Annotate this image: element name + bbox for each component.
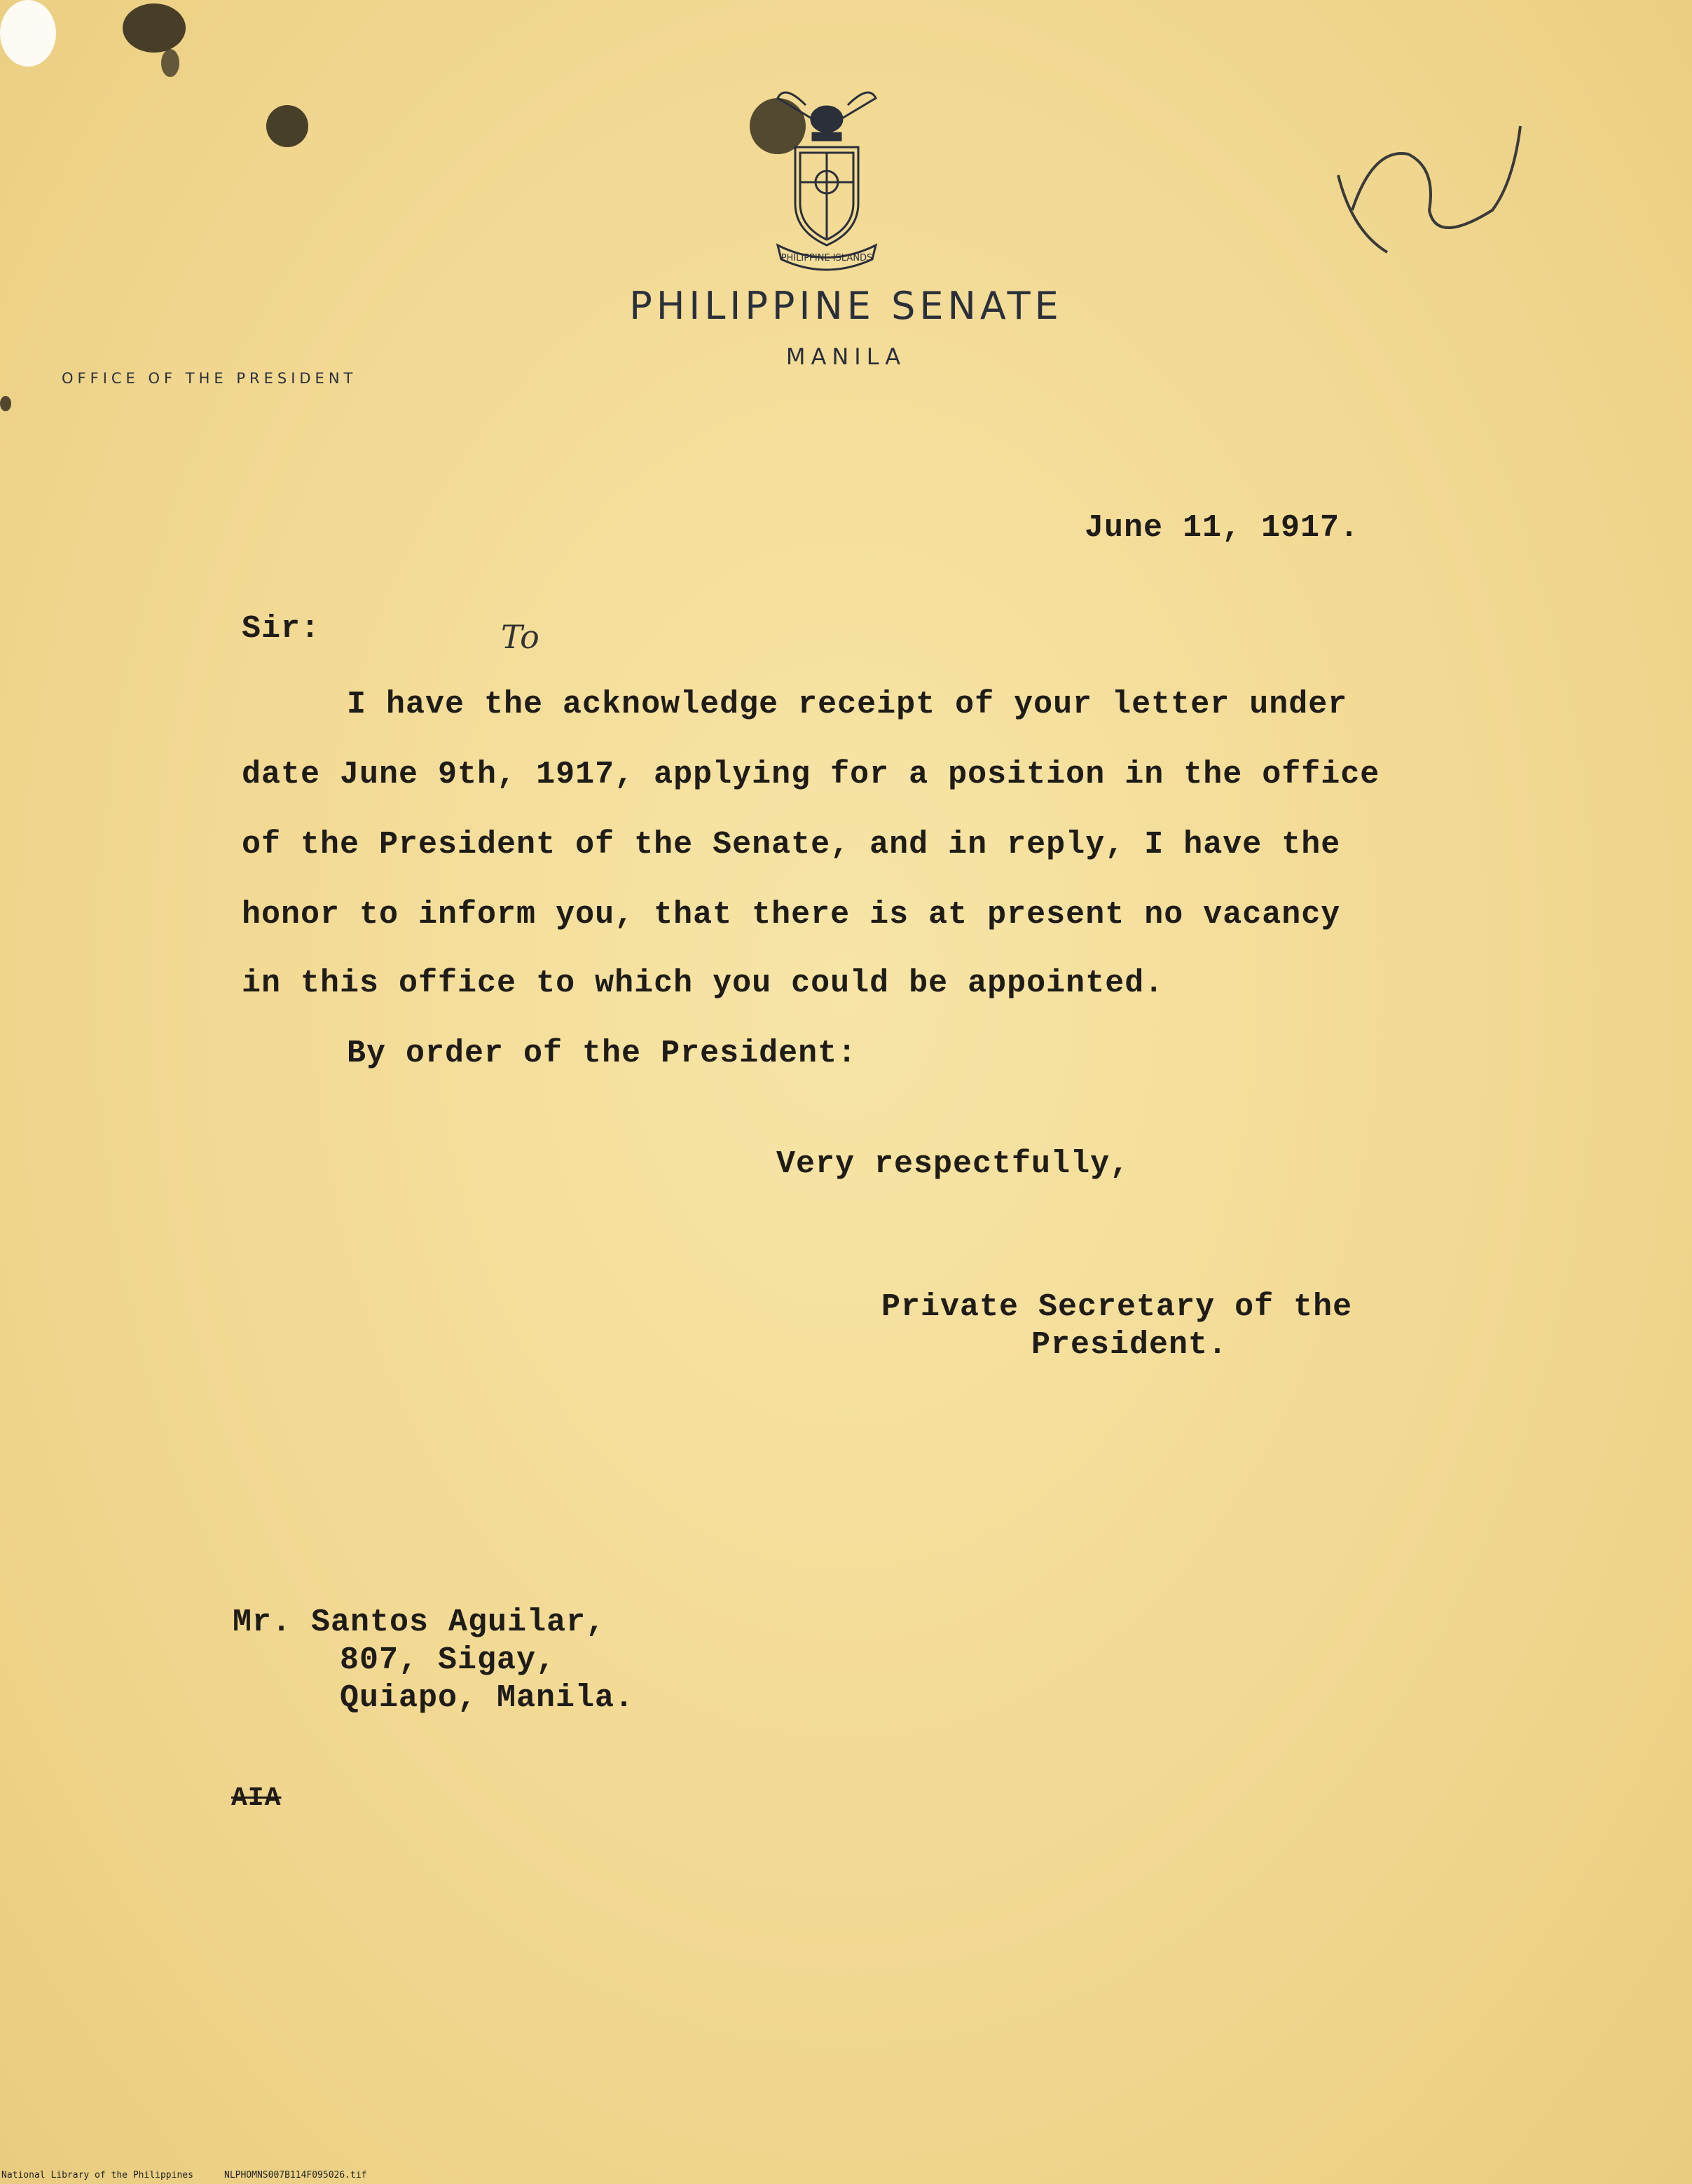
letterhead-city: MANILA bbox=[785, 343, 907, 370]
ink-stain bbox=[123, 4, 186, 53]
office-of-president-label: OFFICE OF THE PRESIDENT bbox=[62, 370, 357, 387]
closing: Very respectfully, bbox=[776, 1146, 1130, 1182]
ink-stain bbox=[266, 105, 308, 147]
addressee-line-3: Quiapo, Manila. bbox=[340, 1680, 635, 1716]
body-line-1: I have the acknowledge receipt of your letter under bbox=[347, 687, 1348, 722]
ink-stain bbox=[0, 396, 11, 411]
salutation: Sir: bbox=[242, 611, 321, 647]
signature-line-2: President. bbox=[1031, 1327, 1228, 1363]
initials: AIA bbox=[231, 1783, 282, 1813]
footer-file: NLPHOMNS007B114F095026.tif bbox=[224, 2170, 367, 2180]
body-line-2: date June 9th, 1917, applying for a position in the office bbox=[242, 757, 1380, 792]
pencil-mark bbox=[1331, 112, 1527, 259]
addressee-line-1: Mr. Santos Aguilar, bbox=[233, 1605, 606, 1640]
letterhead-title: PHILIPPINE SENATE bbox=[629, 284, 1063, 328]
body-line-5: in this office to which you could be appointed. bbox=[242, 966, 1164, 1001]
body-line-3: of the President of the Senate, and in reply, I have the bbox=[242, 827, 1341, 863]
paper-tear bbox=[0, 0, 56, 67]
addressee-line-2: 807, Sigay, bbox=[340, 1642, 556, 1678]
signature-line-1: Private Secretary of the bbox=[881, 1289, 1353, 1325]
senate-seal-icon bbox=[757, 77, 897, 273]
body-line-4: honor to inform you, that there is at present no vacancy bbox=[242, 897, 1341, 933]
letter-date: June 11, 1917. bbox=[1085, 510, 1360, 546]
handwritten-insert: To bbox=[501, 618, 539, 656]
footer-source: National Library of the Philippines bbox=[1, 2170, 193, 2180]
order-line: By order of the President: bbox=[347, 1036, 858, 1071]
ink-stain bbox=[161, 49, 179, 77]
seal-text: PHILIPPINE ISLANDS bbox=[780, 253, 873, 263]
